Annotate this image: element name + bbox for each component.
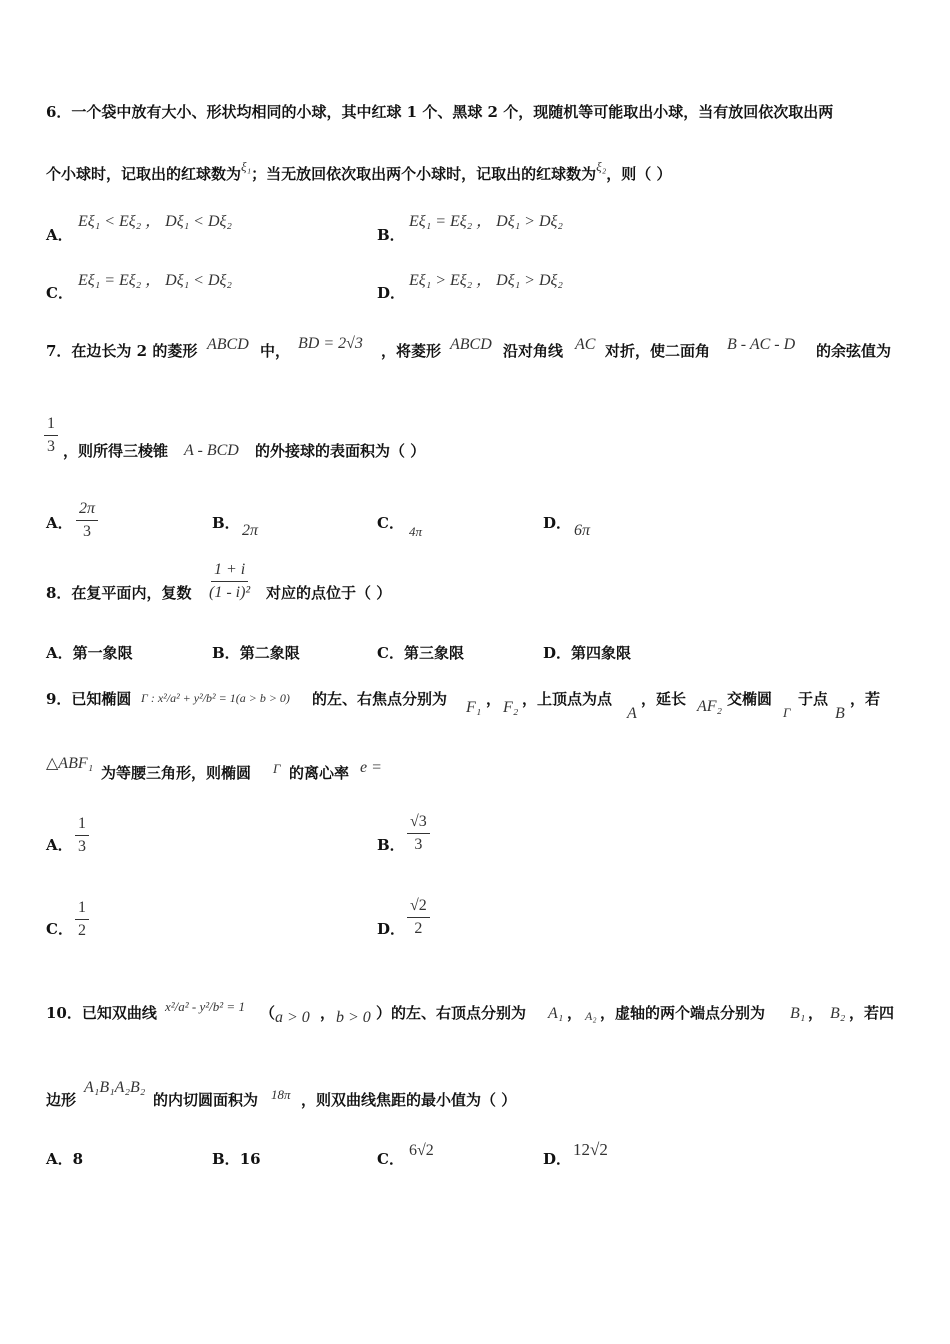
q9-math-f1: F₁ xyxy=(466,699,482,716)
q10-hyperbola-equation: x²/a² - y²/b² = 1 xyxy=(165,999,245,1014)
q7-stem-part8: 的外接球的表面积为（ ） xyxy=(255,442,426,460)
q9-option-d-fraction: $\frac{√2}{2}$ xyxy=(407,898,430,937)
q8-stem-part2: 对应的点位于（ ） xyxy=(266,584,392,602)
q10-stem-part4: ，虚轴的两个端点分别为 xyxy=(600,1004,766,1022)
q10-math-b1: B₁ xyxy=(790,1005,806,1022)
q7-stem-part6: 的余弦值为 xyxy=(816,342,892,360)
q9-math-af2: AF₂ xyxy=(697,698,723,715)
q9-stem-part3: ，上顶点为点 xyxy=(522,690,613,708)
q9-sep: ， xyxy=(486,690,502,708)
q10-option-d-math: 12√2 xyxy=(573,1140,608,1159)
q9-math-b: B xyxy=(835,705,845,722)
xi2: ξ₂ xyxy=(596,159,607,174)
q10-math-area: 18π xyxy=(271,1087,291,1102)
q10-sep-2: ， xyxy=(567,1004,583,1022)
q9-ellipse-equation: Γ : x²/a² + y²/b² = 1(a > b > 0) xyxy=(141,691,290,705)
q6-option-a-label[interactable]: A． xyxy=(46,226,73,244)
q10-stem-part5: ，若四 xyxy=(849,1004,895,1022)
q6-option-a-math: Eξ₁ < Eξ₂ ， Dξ₁ < Dξ₂ xyxy=(78,213,232,230)
q7-option-a-fraction: $\frac{2\pi}{3}$ xyxy=(76,501,98,540)
q7-math-abcd-2: ABCD xyxy=(450,336,492,353)
q7-stem-part3: ，将菱形 xyxy=(381,342,442,360)
q6-option-d-label[interactable]: D． xyxy=(377,284,406,302)
q9-stem-part6: 于点 xyxy=(798,690,829,708)
q7-option-a-label[interactable]: A． xyxy=(46,514,73,532)
q9-option-b-label[interactable]: B． xyxy=(377,836,405,854)
q7-option-c-math: 4π xyxy=(409,524,423,539)
q8-option-b[interactable]: B．第二象限 xyxy=(212,644,300,662)
q9-option-b-fraction: $\frac{√3}{3}$ xyxy=(407,814,430,853)
q9-math-e: e = xyxy=(360,759,382,776)
q10-option-b[interactable]: B．16 xyxy=(212,1150,261,1168)
q9-option-c-fraction: $\frac{1}{2}$ xyxy=(75,900,89,939)
q7-option-c-label[interactable]: C． xyxy=(377,514,404,532)
q7-option-b-label[interactable]: B． xyxy=(212,514,240,532)
q9-math-f2: F₂ xyxy=(503,699,519,716)
q9-math-triangle: △ABF₁ xyxy=(46,755,94,772)
q8-stem-part1: 8．在复平面内，复数 xyxy=(46,584,192,602)
q10-math-quadrilateral: A₁B₁A₂B₂ xyxy=(84,1079,146,1096)
q10-stem-part6: 边形 xyxy=(46,1091,77,1109)
q10-option-a[interactable]: A．8 xyxy=(46,1150,84,1168)
q6-option-b-math: Eξ₁ = Eξ₂ ， Dξ₁ > Dξ₂ xyxy=(409,213,563,230)
q6-option-c-math: Eξ₁ = Eξ₂ ， Dξ₁ < Dξ₂ xyxy=(78,272,232,289)
q10-stem-part1: 10．已知双曲线 xyxy=(46,1004,157,1022)
q6-stem-line2: 个小球时，记取出的红球数为ξ₁；当无放回依次取出两个小球时，记取出的红球数为ξ₂，则（ ） xyxy=(46,159,672,183)
q10-option-d-label[interactable]: D． xyxy=(543,1150,572,1168)
q7-math-abcd: ABCD xyxy=(207,336,249,353)
q8-option-a[interactable]: A．第一象限 xyxy=(46,644,133,662)
q7-stem-part7: ，则所得三棱锥 xyxy=(63,442,169,460)
q9-math-gamma: Γ xyxy=(783,705,791,720)
q9-stem-part5: 交椭圆 xyxy=(727,690,773,708)
q9-stem-part2: 的左、右焦点分别为 xyxy=(312,690,448,708)
q10-cond-a: a > 0 xyxy=(275,1009,310,1026)
q9-option-a-fraction: $\frac{1}{3}$ xyxy=(75,816,89,855)
q8-option-c[interactable]: C．第三象限 xyxy=(377,644,464,662)
q7-stem-part4: 沿对角线 xyxy=(503,342,564,360)
q9-stem-part7: ，若 xyxy=(850,690,881,708)
q9-stem-part9: 的离心率 xyxy=(289,764,350,782)
q10-option-c-math: 6√2 xyxy=(409,1142,434,1159)
q10-stem-part2: （ xyxy=(260,1004,276,1022)
q8-option-d[interactable]: D．第四象限 xyxy=(543,644,632,662)
q10-math-a2: A₂ xyxy=(585,1009,597,1023)
q9-option-c-label[interactable]: C． xyxy=(46,920,73,938)
q10-sep: ， xyxy=(320,1004,336,1022)
q9-option-a-label[interactable]: A． xyxy=(46,836,73,854)
q7-math-ac: AC xyxy=(575,336,596,353)
q9-stem-part8: 为等腰三角形，则椭圆 xyxy=(101,764,252,782)
q7-option-d-label[interactable]: D． xyxy=(543,514,572,532)
q7-option-b-math: 2π xyxy=(242,522,259,539)
q6-stem-line1: 6．一个袋中放有大小、形状均相同的小球，其中红球 1 个、黑球 2 个，现随机等可能取出小球，当有放回依次取出两 xyxy=(46,103,834,121)
q10-option-c-label[interactable]: C． xyxy=(377,1150,404,1168)
q6-option-b-label[interactable]: B． xyxy=(377,226,405,244)
q7-math-tetra: A - BCD xyxy=(184,442,239,459)
q10-stem-part3: ）的左、右顶点分别为 xyxy=(376,1004,527,1022)
q10-stem-part7: 的内切圆面积为 xyxy=(153,1091,259,1109)
q9-math-a: A xyxy=(627,705,637,722)
q7-stem-part5: 对折，使二面角 xyxy=(605,342,711,360)
q6-option-d-math: Eξ₁ > Eξ₂ ， Dξ₁ > Dξ₂ xyxy=(409,272,563,289)
q10-cond-b: b > 0 xyxy=(336,1009,371,1026)
q7-fraction-one-third: $\frac{1}{3}$ xyxy=(44,416,58,455)
q10-math-a1: A₁ xyxy=(548,1005,564,1022)
q9-stem-part1: 9．已知椭圆 xyxy=(46,690,132,708)
q7-math-dihedral: B - AC - D xyxy=(727,336,796,353)
q9-stem-part4: ，延长 xyxy=(641,690,687,708)
q10-math-b2: B₂ xyxy=(830,1005,846,1022)
q9-math-gamma-2: Γ xyxy=(273,761,281,776)
q8-complex-fraction: $\frac{1 + i}{\text{(1 - i)²}}$ xyxy=(209,561,251,601)
q7-stem-part1: 7．在边长为 2 的菱形 xyxy=(46,342,198,360)
q7-option-d-math: 6π xyxy=(574,522,591,539)
q9-option-d-label[interactable]: D． xyxy=(377,920,406,938)
xi1: ξ₁ xyxy=(241,159,252,174)
q7-stem-part2: 中， xyxy=(260,342,291,360)
q7-math-bd: BD = 2√3 xyxy=(298,335,363,352)
q6-option-c-label[interactable]: C． xyxy=(46,284,73,302)
q10-sep-3: ， xyxy=(808,1004,824,1022)
q10-stem-part8: ，则双曲线焦距的最小值为（ ） xyxy=(301,1091,517,1109)
